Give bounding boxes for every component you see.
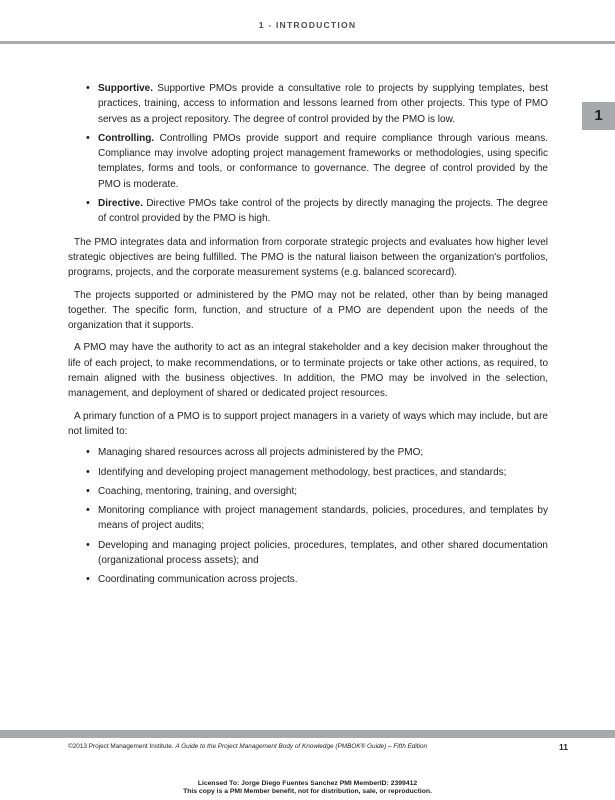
list-item: • Supportive. Supportive PMOs provide a consultative role to projects by supplying templates, best practices, training, access to information and lessons learned from other projects. This type of PMO serves as a project repository. The degree of control provided by the PMO is low. (88, 81, 548, 127)
list-item: • Managing shared resources across all projects administered by the PMO; (88, 445, 548, 460)
paragraph: A PMO may have the authority to act as an integral stakeholder and a key decision maker throughout the life of each project, to make recommendations, or to terminate projects or take other actions, as required, to remain aligned with the business objectives. In addition, the PMO may be involved in the selection, management, and deployment of shared or dedicated project resources. (68, 342, 548, 400)
license-line-2: This copy is a PMI Member benefit, not for distribution, sale, or reproduction. (183, 787, 432, 795)
pmo-functions-list (88, 445, 548, 587)
list-item: • Controlling. Controlling PMOs provide support and require compliance through various means. Compliance may involve adopting project management frameworks or methodologies, using specific templates, forms and tools, or conformance to governance. The degree of control provided by the PMO is moderate. (88, 131, 548, 192)
running-header-title: 1 - INTRODUCTION (258, 20, 357, 30)
term-supportive: Supportive. (98, 83, 154, 94)
footer-copyright: ©2013 Project Management Institute. A Guide to the Project Management Body of Knowledge (PMBOK® Guide) – Fifth Edition (68, 743, 428, 750)
page-number: 11 (559, 742, 568, 752)
list-item: • Coaching, mentoring, training, and oversight; (88, 484, 548, 499)
license-line-1: Licensed To: Jorge Diego Fuentes Sanchez PMI MemberID: 2399412 (197, 780, 418, 787)
chapter-tab: 1 (582, 102, 615, 130)
pmo-types-list (88, 81, 548, 227)
license-notice (0, 780, 615, 795)
page-header (0, 0, 615, 44)
paragraph: The PMO integrates data and information from corporate strategic projects and evaluates how higher level strategic objectives are being fulfilled. The PMO is the natural liaison between the organization's portfolios, programs, projects, and the corporate measurement systems (e.g. balanced scorecard). (68, 236, 548, 279)
footer-book-title: A Guide to the Project Management Body of Knowledge (PMBOK® Guide) – Fifth Edition (175, 743, 428, 750)
paragraph: A primary function of a PMO is to support project managers in a variety of ways which may include, but are not limited to: (68, 410, 548, 437)
list-item: • Monitoring compliance with project management standards, policies, procedures, and templates by means of project audits; (88, 503, 548, 534)
list-item: • Directive. Directive PMOs take control of the projects by directly managing the projects. The degree of control provided by the PMO is high. (88, 196, 548, 227)
list-item: • Coordinating communication across projects. (88, 572, 548, 587)
footer-rule (0, 730, 615, 738)
term-directive: Directive. (98, 198, 144, 210)
paragraph: The projects supported or administered by the PMO may not be related, other than by being managed together. The specific form, function, and structure of a PMO are dependent upon the needs of the organization that it supports. (68, 289, 548, 332)
term-controlling: Controlling. (98, 132, 155, 144)
page-body (68, 81, 548, 592)
list-item: • Identifying and developing project management methodology, best practices, and standards; (88, 465, 548, 480)
list-item: • Developing and managing project policies, procedures, templates, and other shared documentation (organizational process assets); and (88, 538, 548, 569)
